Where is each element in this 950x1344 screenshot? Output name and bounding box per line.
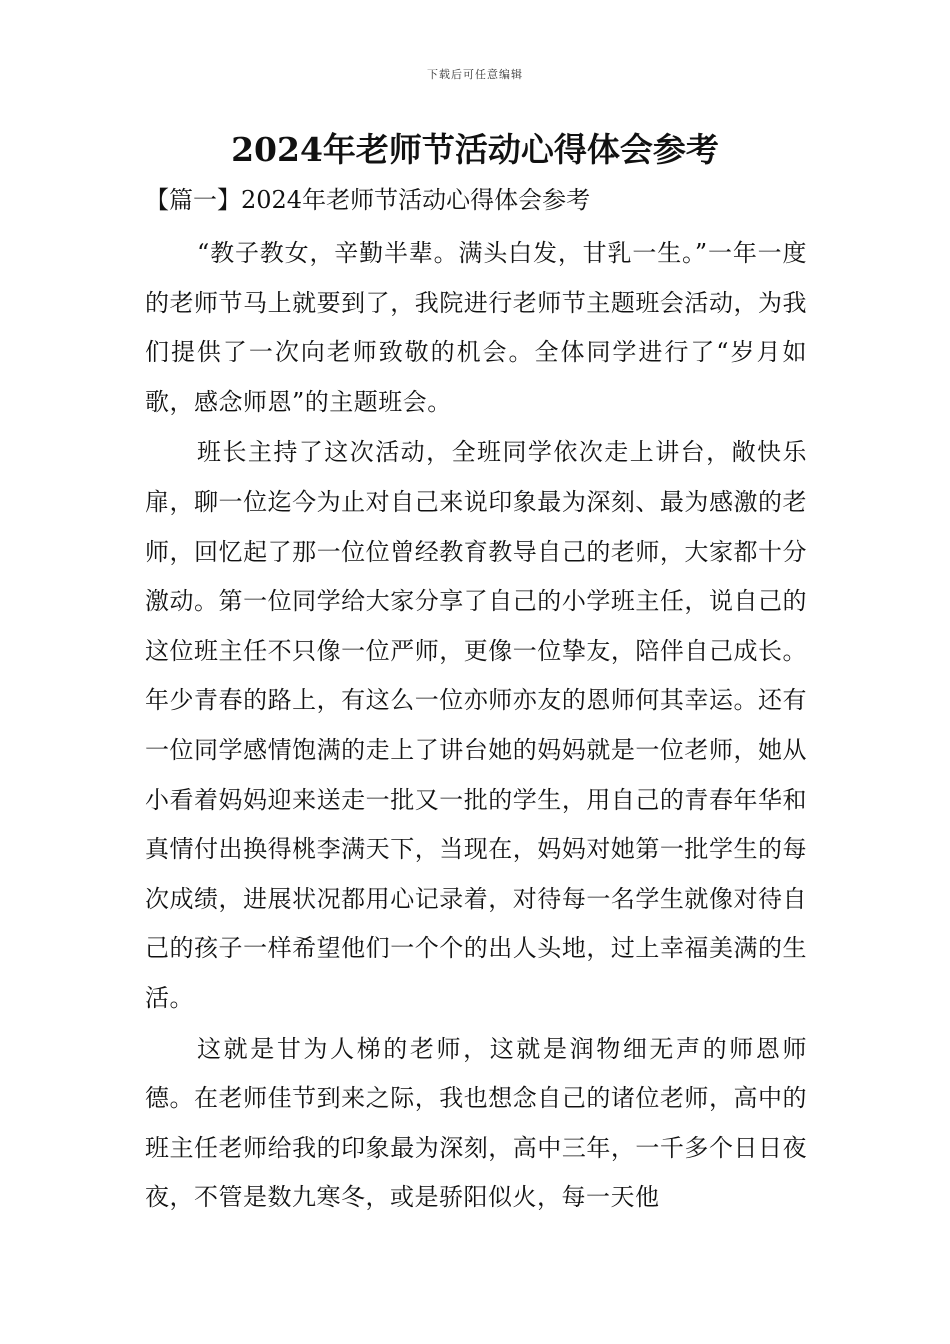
document-title: 2024年老师节活动心得体会参考 <box>231 130 719 169</box>
paragraph-2: 班长主持了这次活动，全班同学依次走上讲台，敞快乐扉，聊一位迄今为止对自己来说印象最为深刻、最为感激的老师，回忆起了那一位位曾经教育教导自己的老师，大家都十分激动。第一位同学给大家分享了自己的小学班主任，说自己的这位班主任不只像一位严师，更像一位挚友，陪伴自己成长。年少青春的路上，有这么一位亦师亦友的恩师何其幸运。还有一位同学感情饱满的走上了讲台她的妈妈就是一位老师，她从小看着妈妈迎来送走一批又一批的学生，用自己的青春年华和真情付出换得桃李满天下，当现在，妈妈对她第一批学生的每次成绩，进展状况都用心记录着，对待每一名学生就像对待自己的孩子一样希望他们一个个的出人头地，过上幸福美满的生活。 <box>145 438 807 1012</box>
section-heading: 【篇一】2024年老师节活动心得体会参考 <box>145 186 591 214</box>
paragraph-3: 这就是甘为人梯的老师，这就是润物细无声的师恩师德。在老师佳节到来之际，我也想念自己的诸位老师，高中的班主任老师给我的印象最为深刻，高中三年，一千多个日日夜夜，不管是数九寒冬，或是骄阳似火，每一天他 <box>145 1034 807 1212</box>
paragraph-1: “教子教女，辛勤半辈。满头白发，甘乳一生。”一年一度的老师节马上就要到了，我院进行老师节主题班会活动，为我们提供了一次向老师致敬的机会。全体同学进行了“岁月如歌，感念师恩”的主题班会。 <box>145 239 807 416</box>
header-note: 下载后可任意编辑 <box>427 68 523 81</box>
body-text <box>145 229 807 1224</box>
